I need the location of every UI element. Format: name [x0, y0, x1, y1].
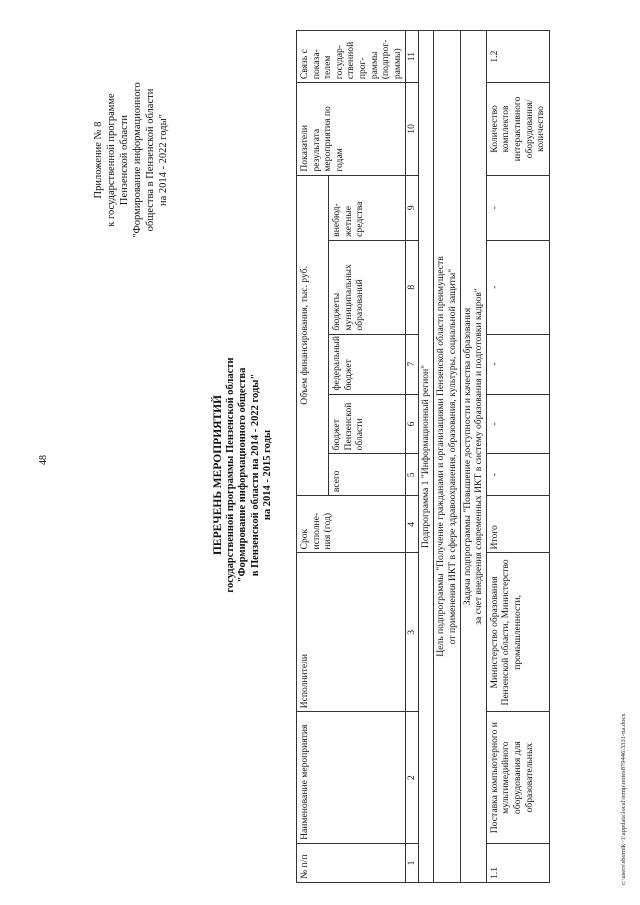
- column-number: 11: [406, 31, 419, 83]
- header-executors: Исполнители: [297, 553, 406, 712]
- appendix-line: на 2014 - 2022 годы": [158, 114, 169, 206]
- cell-executors: Министерство образования Пензенской области, Министерство промышленности,: [486, 553, 549, 712]
- column-number: 7: [406, 334, 419, 394]
- header-total: всего: [329, 454, 406, 496]
- subprogram-row: [419, 31, 434, 883]
- cell-name: Поставка компьютерного и мультимедийного оборудования для образовательных: [486, 712, 549, 844]
- cell-municipal: -: [486, 240, 549, 334]
- task-line: Задача подпрограммы "Повышение доступности и качества образования: [461, 307, 473, 606]
- title-line: "Формирование информационного общества: [237, 367, 249, 583]
- cell-federal: -: [486, 334, 549, 394]
- subprogram-task: [460, 31, 486, 883]
- appendix-line: Приложение № 8: [93, 121, 104, 199]
- appendix-line: к государственной программе: [106, 93, 117, 227]
- cell-indicators: Количество комплектов интерактивного оборудования/ количество: [486, 83, 549, 175]
- column-number: 5: [406, 454, 419, 496]
- column-number: 8: [406, 240, 419, 334]
- subprogram-title: Подпрограмма 1 "Информационный регион": [419, 31, 434, 883]
- cell-regional: -: [486, 394, 549, 454]
- title-line: в Пензенской области на 2014 - 2022 годы": [249, 373, 261, 577]
- title-line: на 2014 - 2015 годы: [262, 429, 274, 521]
- column-number-row: [406, 31, 419, 883]
- cell-term: Итого: [486, 496, 549, 553]
- appendix-line: Пензенской области: [119, 114, 130, 206]
- header-indicators: Показатели результата мероприятия по годам: [297, 83, 406, 175]
- cell-link: 1.2: [486, 31, 549, 83]
- subprogram-goal: [434, 31, 460, 883]
- appendix-line: общества в Пензенской области: [145, 88, 156, 232]
- goal-line: от применения ИКТ в сфере здравоохранения, образования, культуры, социальной защиты": [446, 268, 458, 645]
- appendix-heading: [92, 50, 170, 270]
- column-number: 1: [406, 843, 419, 882]
- cell-extra: -: [486, 175, 549, 240]
- header-no: № п/п: [297, 843, 406, 882]
- header-funding: Объем финансирования, тыс. руб.: [297, 175, 329, 495]
- page-number: 48: [38, 455, 49, 465]
- file-path-footer: c:\users\sbornik~1\appdata\local\temp\notes879446\3331-na.docx: [620, 713, 627, 885]
- task-row: [460, 31, 486, 883]
- title-line: ПЕРЕЧЕНЬ МЕРОПРИЯТИЙ: [212, 394, 224, 556]
- cell-total: -: [486, 454, 549, 496]
- header-row: [297, 31, 329, 883]
- table-row: [486, 31, 549, 883]
- goal-line: Цель подпрограммы "Получение гражданами и организациями Пензенской области преимуществ: [435, 256, 447, 657]
- header-regional: бюджет Пензенской области: [329, 394, 406, 454]
- appendix-line: "Формирование информационного: [132, 82, 143, 238]
- column-number: 9: [406, 175, 419, 240]
- title-line: государственной программы Пензенской области: [224, 357, 236, 593]
- cell-no: 1.1: [486, 843, 549, 882]
- activities-table: [296, 30, 550, 883]
- task-line: за счет внедрения современных ИКТ в систему образования и подготовки кадров": [473, 288, 485, 625]
- header-term: Срок исполне-ния (год): [297, 496, 406, 553]
- header-municipal: бюджеты муниципальных образований: [329, 240, 406, 334]
- document-title: [212, 240, 275, 710]
- header-name: Наименование мероприятия: [297, 712, 406, 844]
- goal-row: [434, 31, 460, 883]
- column-number: 10: [406, 83, 419, 175]
- column-number: 4: [406, 496, 419, 553]
- header-link: Связь с показа-телем государ-ственной прог-раммы (подпрог-раммы): [297, 31, 406, 83]
- header-federal: федеральный бюджет: [329, 334, 406, 394]
- column-number: 2: [406, 712, 419, 844]
- column-number: 6: [406, 394, 419, 454]
- column-number: 3: [406, 553, 419, 712]
- header-extra: внебюд-жетные средства: [329, 175, 406, 240]
